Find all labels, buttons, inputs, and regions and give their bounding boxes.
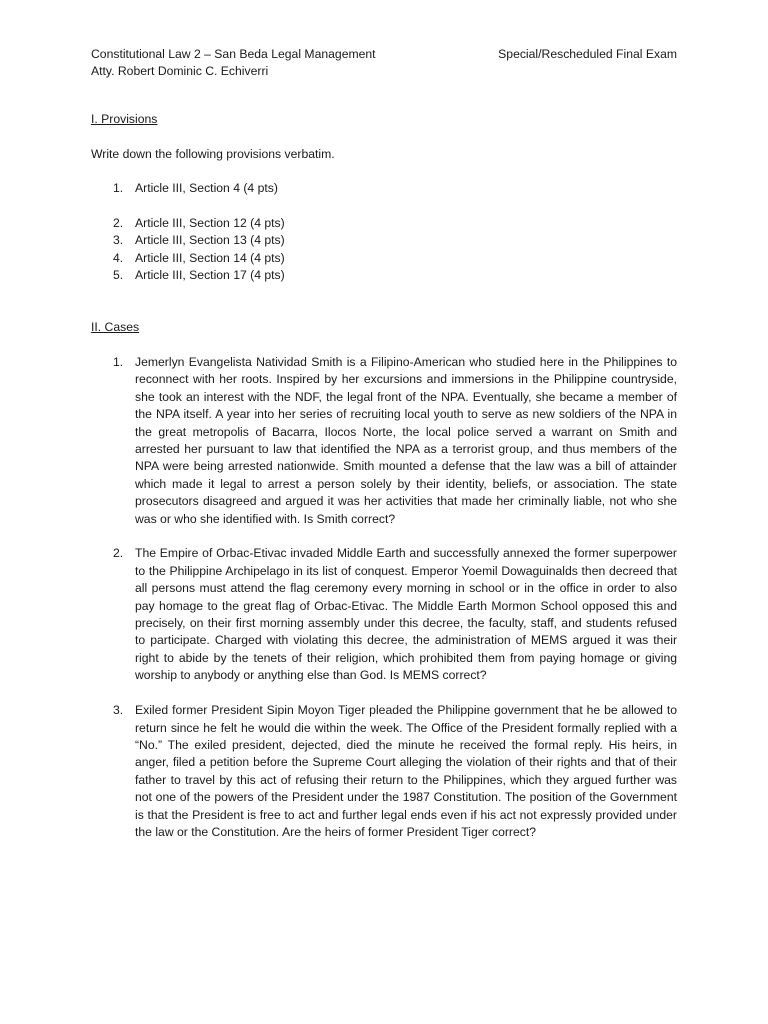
list-item [91,232,491,249]
case-text: The Empire of Orbac-Etivac invaded Middle Earth and successfully annexed the former superpower to the Philippine Archipelago in its list of conquest. Emperor Yoemil Dowaguinalds then decreed that all persons must attend the flag ceremony every morning in school or in the office in order to also pay homage to the great flag of Orbac-Etivac. The Middle Earth Mormon School opposed this and precisely, on their first morning assembly under this decree, the faculty, staff, and students refused to participate. Charged with violating this decree, the administration of MEMS argued it was their right to abide by the tenets of their religion, which prohibited them from paying homage or giving worship to anybody or anything else than God. Is MEMS correct? [135,546,677,683]
provisions-list [91,180,491,284]
exam-title: Special/Rescheduled Final Exam [498,47,677,61]
cases-heading: II. Cases [91,320,140,334]
case-item [91,702,677,841]
provisions-heading: I. Provisions [91,112,158,126]
document-header [91,46,677,81]
list-item [91,180,491,197]
case-item [91,545,677,684]
item-text: Article III, Section 4 (4 pts) [135,181,278,195]
item-number: 1. [113,181,124,195]
cases-list [91,354,677,859]
item-text: Article III, Section 14 (4 pts) [135,250,285,265]
item-text: Article III, Section 13 (4 pts) [135,233,285,248]
list-item [91,215,491,232]
provisions-instruction: Write down the following provisions verbatim. [91,147,335,161]
case-text: Jemerlyn Evangelista Natividad Smith is a Filipino-American who studied here in the Philippines to reconnect with her roots. Inspired by her excursions and immersions in the Philippine countryside, she took an interest with the NDF, the legal front of the NPA. Eventually, she became a member of the NPA itself. A year into her series of recruiting local youth to serve as new soldiers of the NPA in the great metropolis of Bacarra, Ilocos Norte, the local police served a warrant on Smith and arrested her pursuant to law that identified the NPA as a terrorist group, and thus members of the NPA were being arrested nationwide. Smith mounted a defense that the law was a bill of attainder which made it legal to arrest a person solely by their identity, beliefs, or association. The state prosecutors disagreed and argued it was her activities that made her criminally liable, not who she was or who she identified with. Is Smith correct? [135,355,677,526]
item-number: 4. [113,250,124,265]
case-number: 1. [113,355,124,369]
item-number: 3. [113,233,124,248]
item-number: 5. [113,267,124,282]
item-number: 2. [113,215,124,230]
instructor-name: Atty. Robert Dominic C. Echiverri [91,64,269,79]
list-item [91,250,491,267]
course-title: Constitutional Law 2 – San Beda Legal Management [91,47,376,61]
list-item [91,267,491,284]
item-text: Article III, Section 12 (4 pts) [135,215,285,230]
item-text: Article III, Section 17 (4 pts) [135,267,285,282]
case-number: 3. [113,703,124,718]
case-text: Exiled former President Sipin Moyon Tiger pleaded the Philippine government that he be allowed to return since he felt he would die within the week. The Office of the President formally replied with a “No.” The exiled president, dejected, died the minute he received the formal reply. His heirs, in anger, filed a petition before the Supreme Court alleging the violation of their rights and that of their father to travel by this act of refusing their return to the Philippines, which they argued further was not one of the powers of the President under the 1987 Constitution. The position of the Government is that the President is free to act and further legal ends even if his act not expressly provided under the law or the Constitution. Are the heirs of former President Tiger correct? [135,703,677,839]
case-item [91,354,677,528]
case-number: 2. [113,546,124,561]
header-row [91,46,677,63]
